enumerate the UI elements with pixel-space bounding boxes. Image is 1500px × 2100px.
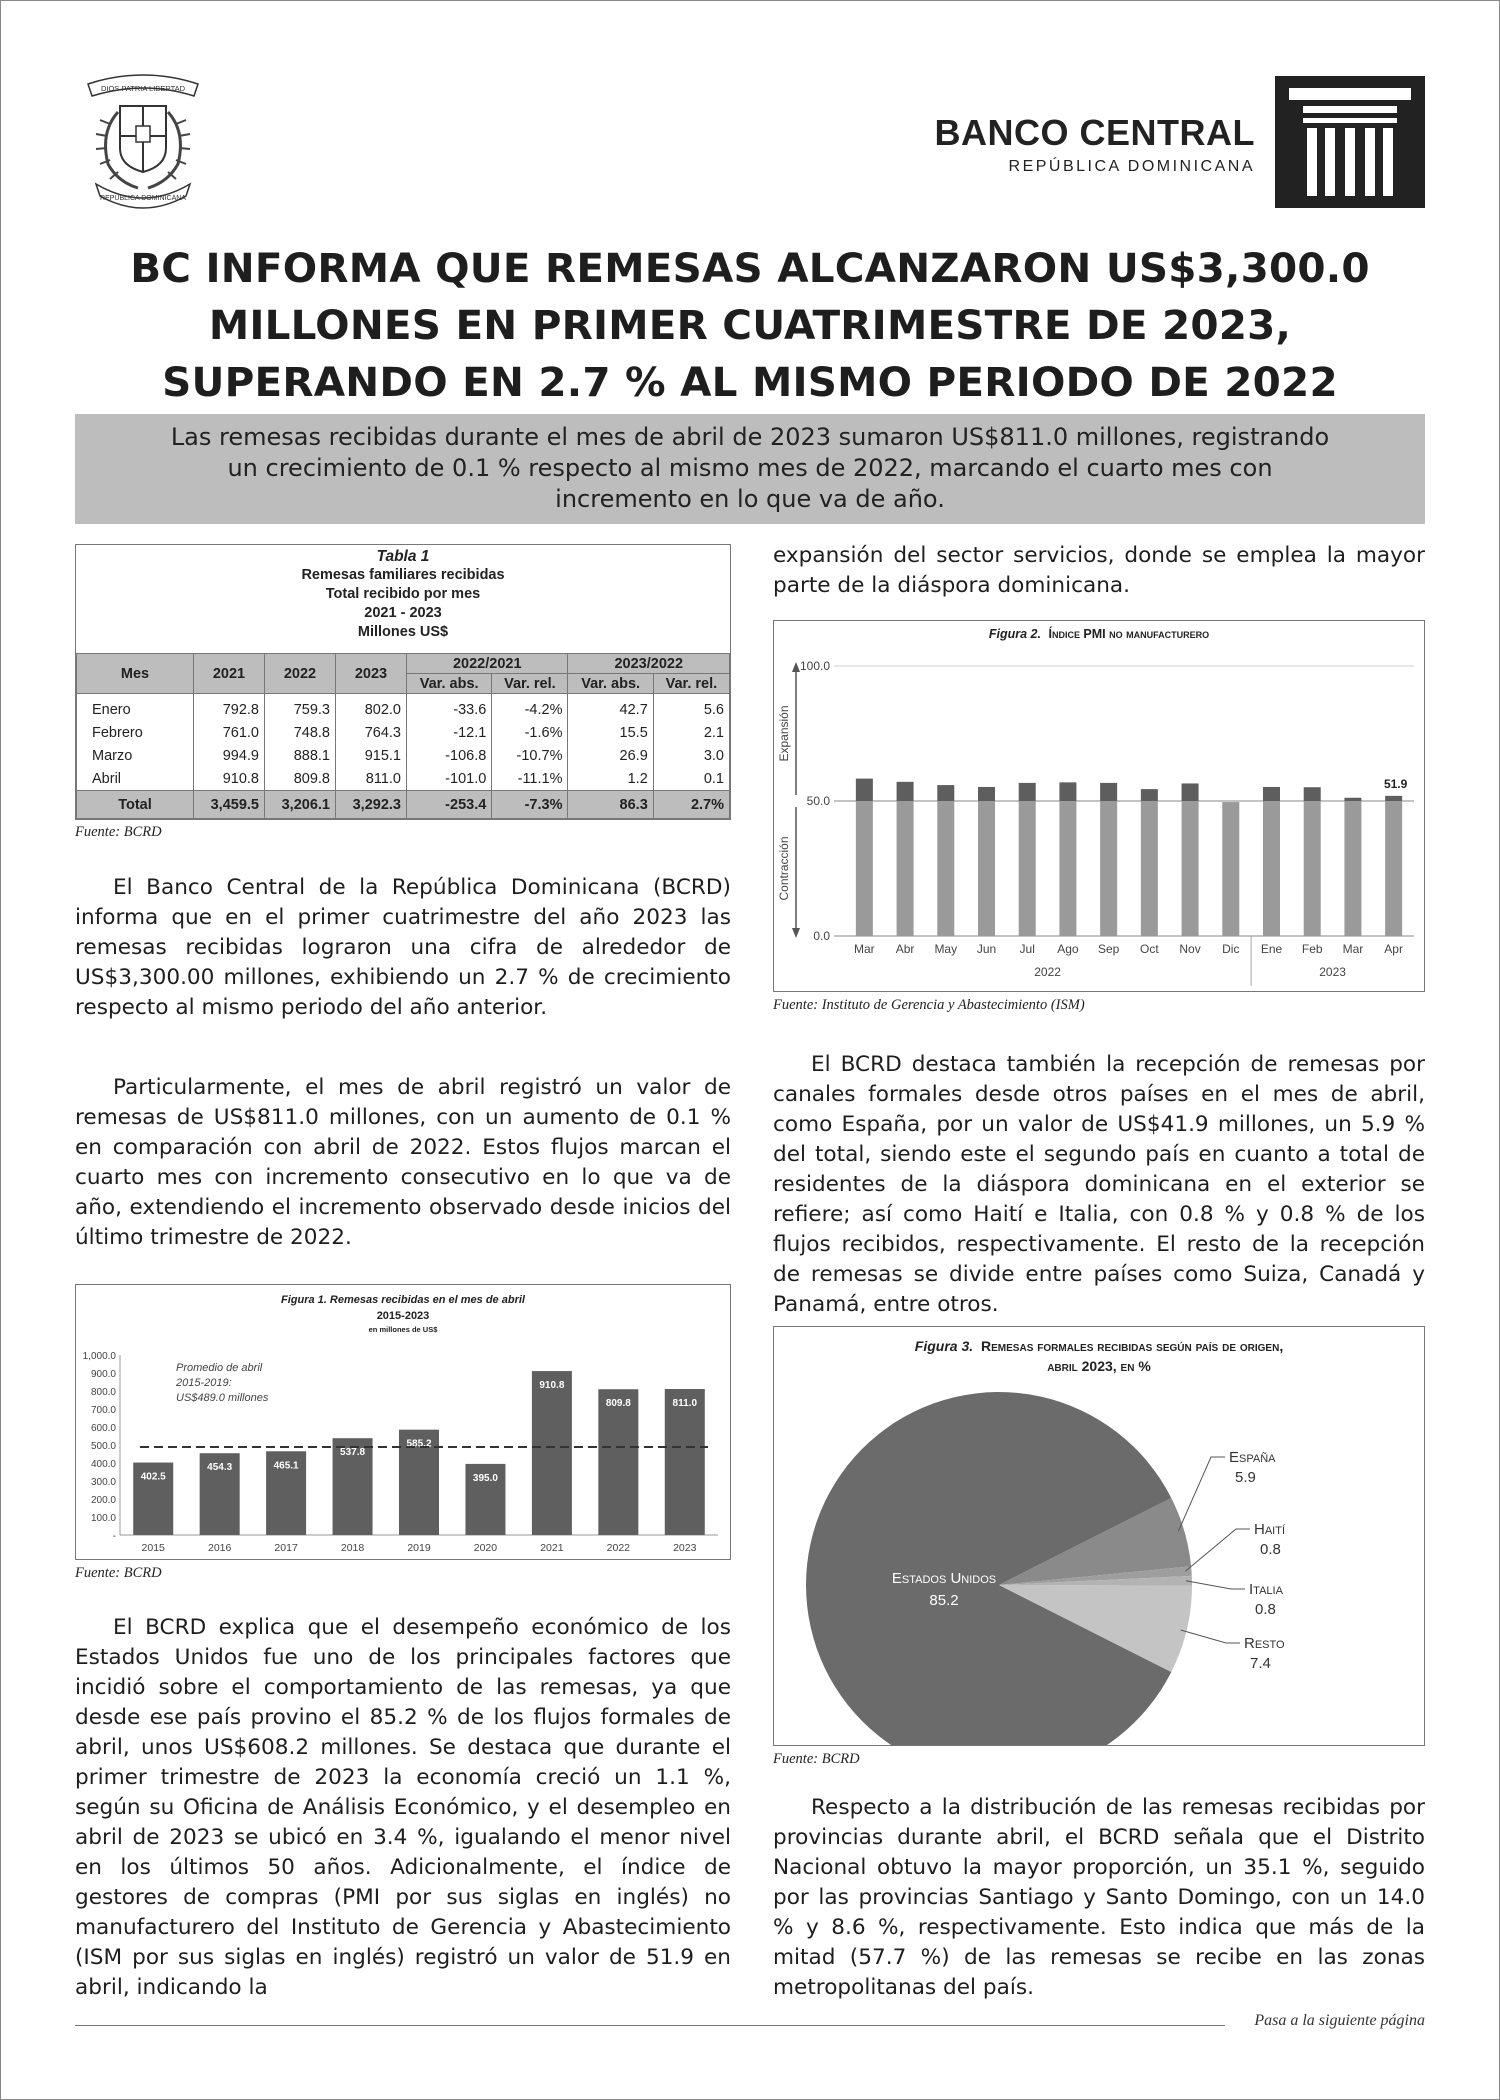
fig2-y-tick-label: 50.0 — [806, 794, 830, 808]
fig1-y-tick-label: 1,000.0 — [82, 1351, 116, 1362]
fig3-value-espana: 5.9 — [1235, 1469, 1256, 1486]
left-para-2: Particularmente, el mes de abril registró un valor de remesas de US$811.0 millones, con un aumento de 0.1 % en comparación con abril de 2022. Estos flujos marcan el cuarto mes con incremento consecutivo en lo que va de año, extendiendo el incremento observado desde inicios del último trimestre de 2022. — [75, 1075, 731, 1250]
fig2-label-contraction: Contracción — [777, 836, 791, 901]
table-total-row: Total 3,459.5 3,206.1 3,292.3 -253.4 -7.3% 86.3 2.7% — [77, 791, 730, 819]
fig2-bar-above-threshold — [897, 782, 914, 801]
col-group-2022-2021: 2022/2021 — [407, 654, 568, 674]
fig1-bar-value-label: 454.3 — [207, 1462, 233, 1474]
bank-subtitle: REPÚBLICA DOMINICANA — [1008, 158, 1255, 175]
col-header-var-abs: Var. abs. — [568, 674, 653, 694]
fig3-title-2: abril 2023, en % — [1047, 1358, 1151, 1374]
figure-3-box — [773, 1326, 1425, 1746]
bank-logo — [1275, 76, 1425, 208]
fig2-y-tick-label: 0.0 — [813, 929, 830, 943]
fig1-x-tick-label: 2022 — [606, 1542, 631, 1554]
fig1-bar — [665, 1389, 705, 1535]
fig1-average-label-3: US$489.0 millones — [176, 1392, 269, 1404]
summary-line-2: un crecimiento de 0.1 % respecto al mismo mes de 2022, marcando el cuarto mes con — [227, 454, 1273, 482]
fig2-bar — [1385, 801, 1402, 936]
fig1-bar-value-label: 395.0 — [472, 1472, 498, 1484]
col-header-2021: 2021 — [194, 654, 265, 694]
svg-text:DIOS PATRIA LIBERTAD: DIOS PATRIA LIBERTAD — [100, 84, 186, 93]
fig1-bar-value-label: 910.8 — [539, 1380, 565, 1392]
fig1-bar-value-label: 809.8 — [605, 1398, 631, 1410]
fig1-y-tick-label: 400.0 — [90, 1459, 116, 1470]
fig1-x-tick-label: 2016 — [207, 1542, 232, 1554]
fig2-bar-above-threshold — [856, 779, 873, 801]
fig2-bar — [1141, 801, 1158, 936]
fig1-y-tick-label: 800.0 — [90, 1387, 116, 1398]
fig1-x-tick-label: 2015 — [141, 1542, 165, 1554]
figure-1-box — [75, 1284, 731, 1560]
right-para-0: expansión del sector servicios, donde se emplea la mayor parte de la diáspora dominicana. — [773, 543, 1425, 598]
table-row: Febrero 761.0 748.8 764.3 -12.1 -1.6% 15.5 2.1 — [77, 721, 730, 744]
fig2-last-value-label: 51.9 — [1383, 776, 1408, 791]
fig1-bar-value-label: 537.8 — [340, 1447, 366, 1459]
fig2-year-label: 2022 — [1034, 965, 1061, 979]
fig1-subtitle: 2015-2023 — [376, 1310, 430, 1322]
fig1-y-tick-label: 600.0 — [90, 1423, 116, 1434]
fig1-x-tick-label: 2023 — [673, 1542, 697, 1554]
fig3-label-estados-unidos: Estados Unidos — [891, 1570, 997, 1587]
bank-name: BANCO CENTRAL — [934, 112, 1255, 153]
figure-3-source: Fuente: BCRD — [773, 1751, 860, 1767]
fig1-unit-label: en millones de US$ — [368, 1325, 438, 1334]
fig2-x-tick-label: Mar — [1342, 942, 1364, 956]
fig2-label-expansion: Expansión — [777, 705, 791, 762]
col-header-2023: 2023 — [336, 654, 407, 694]
fig2-bar — [978, 801, 995, 936]
table-row: Marzo 994.9 888.1 915.1 -106.8 -10.7% 26.9 3.0 — [77, 744, 730, 767]
fig3-label-espana: España — [1229, 1449, 1276, 1466]
coat-of-arms-seal — [78, 72, 208, 210]
fig3-value-estados-unidos: 85.2 — [929, 1592, 959, 1609]
headline-line-2: MILLONES EN PRIMER CUATRIMESTRE DE 2023, — [208, 301, 1292, 349]
fig2-bar-above-threshold — [937, 785, 954, 801]
fig1-x-tick-label: 2017 — [274, 1542, 298, 1554]
fig2-title: Figura 2. Índice PMI no manufacturero — [988, 627, 1210, 641]
fig1-x-tick-label: 2019 — [407, 1542, 431, 1554]
table-title: Tabla 1 Remesas familiares recibidas Total recibido por mes 2021 - 2023 Millones US$ — [301, 548, 505, 640]
fig2-bar-above-threshold — [978, 787, 995, 801]
fig2-bar — [1263, 801, 1280, 936]
left-para-1: El Banco Central de la República Dominicana (BCRD) informa que en el primer cuatrimestre del año 2023 las remesas recibidas lograron una cifra de alrededor de US$3,300.00 millones, exhibiendo un 2.7 % de crecimiento respecto al mismo periodo del año anterior. — [75, 875, 731, 1020]
col-header-var-rel: Var. rel. — [653, 674, 729, 694]
fig1-bar-value-label: 465.1 — [273, 1460, 299, 1472]
left-para-3: El BCRD explica que el desempeño económico de los Estados Unidos fue uno de los principales factores que incidió sobre el comportamiento de las remesas, ya que desde ese país provino el 85.2 % de los flujos formales de abril, unos US$608.2 millones. Se destaca que durante el primer trimestre de 2023 la economía creció un 1.1 %, según su Oficina de Análisis Económico, y el desempleo en abril de 2023 se ubicó en 3.4 %, igualando el menor nivel en los últimos 50 años. Adicionalmente, el índice de gestores de compras (PMI por sus siglas en inglés) no manufacturero del Instituto de Gerencia y Abastecimiento (ISM por sus siglas en inglés) registró un valor de 51.9 en abril, indicando la — [75, 1615, 731, 2000]
fig3-value-italia: 0.8 — [1255, 1601, 1276, 1618]
fig2-bar-above-threshold — [1304, 787, 1321, 801]
fig3-leader-line — [1185, 1529, 1250, 1571]
fig1-title: Figura 1. Remesas recibidas en el mes de abril — [281, 1294, 525, 1306]
fig3-label-italia: Italia — [1249, 1581, 1283, 1598]
fig1-y-tick-label: 700.0 — [90, 1405, 116, 1416]
fig2-bar-above-threshold — [1059, 782, 1076, 801]
headline — [60, 240, 1440, 411]
svg-text:REPÚBLICA DOMINICANA: REPÚBLICA DOMINICANA — [100, 195, 186, 202]
fig3-label-haiti: Haití — [1254, 1521, 1286, 1538]
fig1-y-tick-label: 900.0 — [90, 1369, 116, 1380]
summary-line-3: incremento en lo que va de año. — [555, 485, 945, 513]
col-group-2023-2022: 2023/2022 — [568, 654, 730, 674]
fig1-y-tick-label: - — [112, 1531, 116, 1542]
fig2-x-tick-label: Dic — [1222, 942, 1240, 956]
fig2-x-tick-label: Jun — [976, 942, 997, 956]
fig2-y-tick-label: 100.0 — [799, 659, 830, 673]
fig1-x-tick-label: 2018 — [340, 1542, 365, 1554]
footer-next-page: Pasa a la siguiente página — [1254, 2012, 1425, 2029]
fig3-label-resto: Resto — [1244, 1635, 1285, 1652]
fig1-x-tick-label: 2021 — [540, 1542, 564, 1554]
col-header-var-rel: Var. rel. — [492, 674, 568, 694]
table-row: Enero 792.8 759.3 802.0 -33.6 -4.2% 42.7 5.6 — [77, 694, 730, 722]
fig2-bar-above-threshold — [1019, 783, 1036, 801]
headline-line-1: BC INFORMA QUE REMESAS ALCANZARON US$3,300.0 — [130, 244, 1370, 292]
right-para-1: El BCRD destaca también la recepción de remesas por canales formales desde otros países en el mes de abril, como España, por un valor de US$41.9 millones, un 5.9 % del total, siendo este el segundo país en cuanto a total de residentes de la diáspora dominicana en el exterior se refiere; así como Haití e Italia, con 0.8 % y 0.8 % de los flujos recibidos, respectivamente. El resto de la recepción de remesas se divide entre países como Suiza, Canadá y Panamá, entre otros. — [773, 1052, 1425, 1317]
col-header-var-abs: Var. abs. — [407, 674, 492, 694]
figure-2-chart — [774, 621, 1424, 991]
footer-divider — [75, 2025, 1225, 2026]
fig2-bar — [856, 801, 873, 936]
fig2-bar — [937, 801, 954, 936]
fig2-bar — [1304, 801, 1321, 936]
fig1-bar-value-label: 402.5 — [140, 1471, 166, 1483]
fig1-bar-value-label: 585.2 — [406, 1438, 432, 1450]
summary-banner — [75, 414, 1425, 524]
figure-3-chart — [774, 1327, 1424, 1745]
remittance-table — [75, 544, 731, 820]
fig3-value-resto: 7.4 — [1250, 1655, 1271, 1672]
fig1-x-tick-label: 2020 — [473, 1542, 498, 1554]
figure-2-source: Fuente: Instituto de Gerencia y Abastecimiento (ISM) — [773, 997, 1085, 1013]
fig2-bar-above-threshold — [1344, 798, 1361, 801]
fig2-bar-above-threshold — [1182, 783, 1199, 801]
fig2-x-tick-label: Sep — [1097, 942, 1120, 956]
table-grid — [76, 653, 730, 819]
col-header-mes: Mes — [77, 654, 194, 694]
fig1-y-tick-label: 100.0 — [90, 1513, 116, 1524]
fig2-x-tick-label: Feb — [1301, 942, 1323, 956]
right-para-2: Respecto a la distribución de las remesas recibidas por provincias durante abril, el BCRD señala que el Distrito Nacional obtuvo la mayor proporción, un 35.1 %, seguido por las provincias Santiago y Santo Domingo, con un 14.0 % y 8.6 %, respectivamente. Esto indica que más de la mitad (57.7 %) de las remesas se recibe en las zonas metropolitanas del país. — [773, 1795, 1425, 2000]
fig2-bar — [1019, 801, 1036, 936]
fig2-bar — [897, 801, 914, 936]
arrow-up-icon — [792, 662, 800, 672]
fig2-bar — [1344, 801, 1361, 936]
fig1-average-label-2: 2015-2019: — [176, 1377, 232, 1389]
fig2-x-tick-label: Nov — [1179, 942, 1201, 956]
table-source: Fuente: BCRD — [75, 824, 162, 840]
fig1-bar — [532, 1371, 572, 1535]
fig3-title-1: Figura 3. Remesas formales recibidas según país de origen, — [914, 1338, 1284, 1354]
fig2-bar-above-threshold — [1100, 783, 1117, 801]
fig2-year-label: 2023 — [1319, 965, 1346, 979]
fig2-x-tick-label: Oct — [1140, 942, 1159, 956]
fig2-bar-above-threshold — [1263, 787, 1280, 801]
fig2-bar-above-threshold — [1141, 789, 1158, 801]
table-row: Abril 910.8 809.8 811.0 -101.0 -11.1% 1.2 0.1 — [77, 767, 730, 791]
fig2-x-tick-label: May — [934, 942, 958, 956]
fig2-bar — [1182, 801, 1199, 936]
fig2-bar-above-threshold — [1385, 796, 1402, 801]
bank-name-block — [935, 112, 1255, 176]
figure-1-chart — [76, 1285, 730, 1559]
fig1-average-label-1: Promedio de abril — [176, 1362, 263, 1374]
fig1-y-tick-label: 300.0 — [90, 1477, 116, 1488]
col-header-2022: 2022 — [265, 654, 336, 694]
fig2-x-tick-label: Mar — [854, 942, 875, 956]
fig2-x-tick-label: Abr — [895, 942, 915, 956]
fig2-x-tick-label: Ene — [1260, 942, 1283, 956]
fig2-x-tick-label: Ago — [1057, 942, 1079, 956]
fig1-bar — [598, 1389, 638, 1535]
headline-line-3: SUPERANDO EN 2.7 % AL MISMO PERIODO DE 2022 — [162, 358, 1338, 406]
fig2-bar — [1059, 801, 1076, 936]
figure-2-box — [773, 620, 1425, 992]
figure-1-source: Fuente: BCRD — [75, 1565, 162, 1581]
fig3-value-haiti: 0.8 — [1260, 1541, 1281, 1558]
fig1-y-tick-label: 200.0 — [90, 1495, 116, 1506]
fig2-x-tick-label: Jul — [1019, 942, 1035, 956]
fig1-bar-value-label: 811.0 — [672, 1398, 698, 1410]
fig3-leader-line — [1181, 1630, 1240, 1643]
summary-line-1: Las remesas recibidas durante el mes de abril de 2023 sumaron US$811.0 millones, registrando — [170, 423, 1330, 451]
arrow-down-icon — [792, 928, 800, 938]
fig2-bar — [1222, 802, 1239, 936]
fig2-x-tick-label: Apr — [1384, 942, 1403, 956]
fig2-bar — [1100, 801, 1117, 936]
fig1-y-tick-label: 500.0 — [90, 1441, 116, 1452]
fig3-leader-line — [1186, 1581, 1245, 1589]
fig3-leader-line — [1178, 1457, 1225, 1531]
